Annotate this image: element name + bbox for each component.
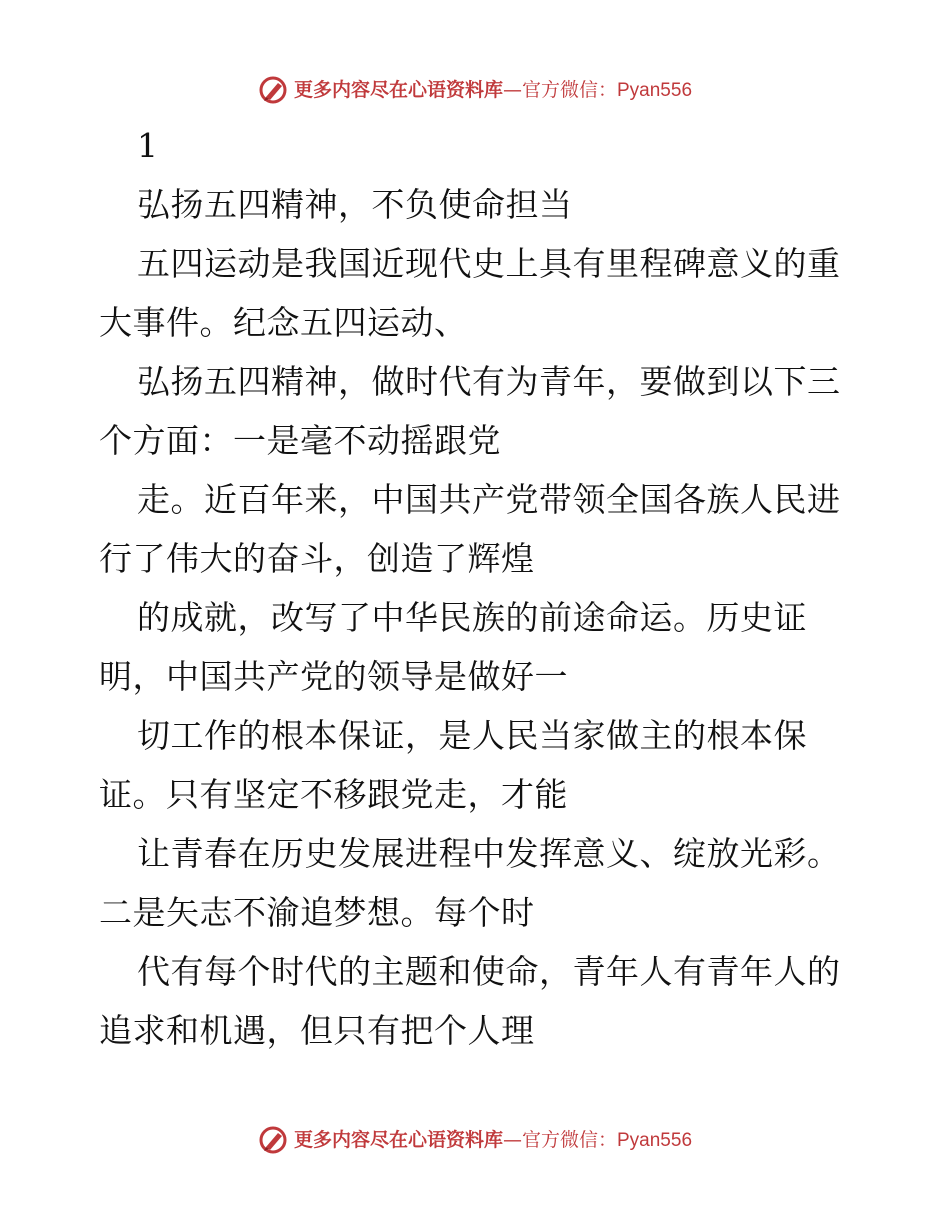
body-line: 代有每个时代的主题和使命，青年人有青年人的 <box>137 952 841 991</box>
body-line: 证。只有坚定不移跟党走，才能 <box>99 775 568 814</box>
header-watermark <box>0 70 950 110</box>
page-number: 1 <box>137 126 159 165</box>
watermark-text <box>294 1125 692 1156</box>
body-line: 弘扬五四精神，做时代有为青年，要做到以下三 <box>137 362 841 401</box>
watermark-wechat-id: Pyan556 <box>617 79 693 101</box>
watermark-wechat-label: 官方微信： <box>521 78 617 101</box>
body-line: 让青春在历史发展进程中发挥意义、绽放光彩。 <box>137 834 841 873</box>
watermark-wechat-id: Pyan556 <box>617 1129 693 1151</box>
document-title: 弘扬五四精神，不负使命担当 <box>137 185 573 224</box>
body-line: 行了伟大的奋斗，创造了辉煌 <box>99 539 535 578</box>
body-line: 五四运动是我国近现代史上具有里程碑意义的重 <box>137 244 841 283</box>
body-line: 个方面：一是毫不动摇跟党 <box>99 421 501 460</box>
body-line: 二是矢志不渝追梦想。每个时 <box>99 893 535 932</box>
document-body <box>99 122 859 1066</box>
watermark-wechat-label: 官方微信： <box>521 1128 617 1151</box>
body-line: 切工作的根本保证，是人民当家做主的根本保 <box>137 716 807 755</box>
body-line: 大事件。纪念五四运动、 <box>99 303 468 342</box>
pen-logo-icon <box>258 75 288 105</box>
body-line: 追求和机遇，但只有把个人理 <box>99 1011 535 1050</box>
watermark-dash: — <box>502 78 522 101</box>
watermark-brand: 更多内容尽在心语资料库 <box>293 1128 503 1151</box>
watermark-brand: 更多内容尽在心语资料库 <box>293 78 503 101</box>
body-line: 明，中国共产党的领导是做好一 <box>99 657 568 696</box>
pen-logo-icon <box>258 1125 288 1155</box>
footer-watermark <box>0 1120 950 1160</box>
watermark-text <box>294 75 692 106</box>
body-line: 走。近百年来，中国共产党带领全国各族人民进 <box>137 480 841 519</box>
body-line: 的成就，改写了中华民族的前途命运。历史证 <box>137 598 807 637</box>
watermark-dash: — <box>502 1128 522 1151</box>
